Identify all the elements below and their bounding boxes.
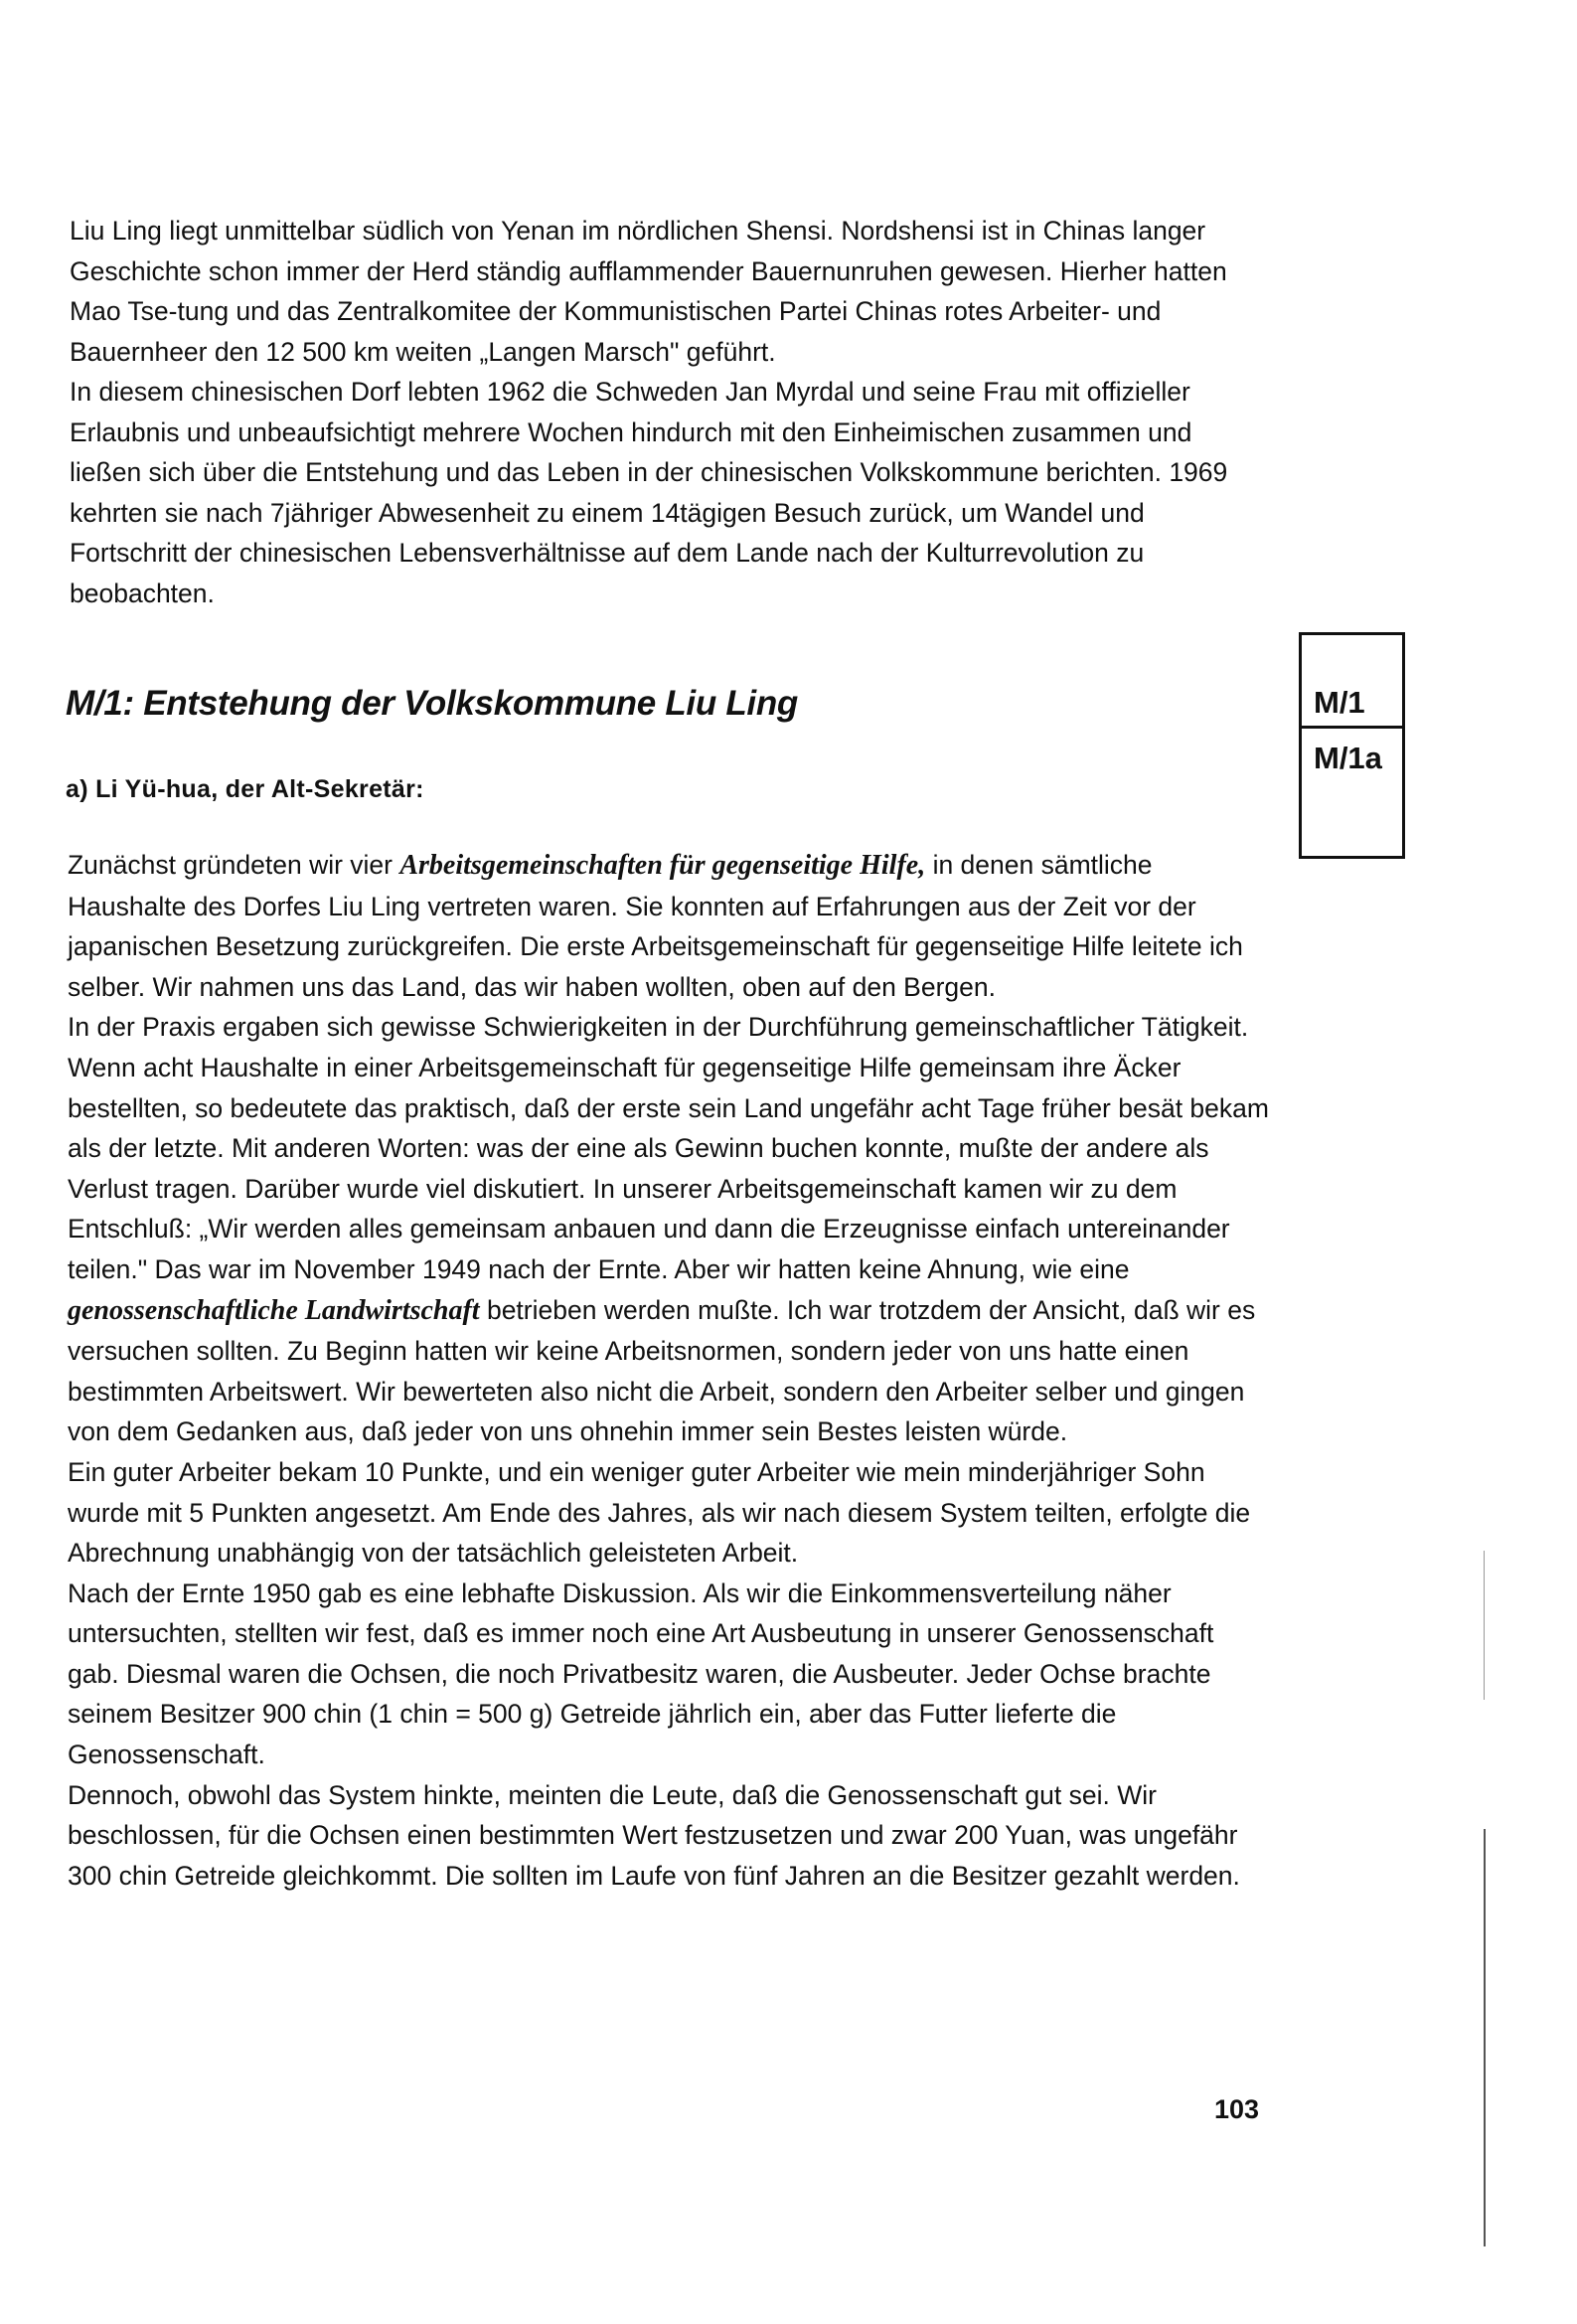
body-paragraph-2-pre: In der Praxis ergaben sich gewisse Schwierigkeiten in der Durchführung gemeinschaftlicher Tätigkeit. Wenn acht Haushalte in einer Arbeitsgemeinschaft für gegenseitige Hilfe gemeinsam ihre Äcker bestellten, so bedeutete das praktisch, daß der erste sein Land ungefähr acht Tage früher besät bekam als der letzte. Mit anderen Worten: was der eine als Gewinn buchen konnte, mußte der andere als Verlust tragen. Darüber wurde viel diskutiert. In unserer Arbeitsgemeinschaft kamen wir zu dem Entschluß: „Wir werden alles gemeinsam anbauen und dann die Erzeugnisse einfach untereinander teilen." Das war im November 1949 nach der Ernte. Aber wir hatten keine Ahnung, wie eine (68, 1012, 1269, 1284)
body-text (68, 845, 1270, 1896)
emphasis-term-1: Arbeitsgemeinschaften für gegenseitige Hilfe, (399, 850, 926, 881)
intro-paragraph-1: Liu Ling liegt unmittelbar südlich von Yenan im nördlichen Shensi. Nordshensi ist in Chinas langer Geschichte schon immer der Herd ständig aufflammender Bauernunruhen gewesen. Hierher hatten Mao Tse-tung und das Zentralkomitee der Kommunistischen Partei Chinas rotes Arbeiter- und Bauernheer den 12 500 km weiten „Langen Marsch" geführt. (70, 216, 1227, 367)
body-paragraph-5: Dennoch, obwohl das System hinkte, meinten die Leute, daß die Genossenschaft gut sei. Wir beschlossen, für die Ochsen einen bestimmten Wert festzusetzen und zwar 200 Yuan, was ungefähr 300 chin Getreide gleichkommt. Die sollten im Laufe von fünf Jahren an die Besitzer gezahlt werden. (68, 1779, 1240, 1891)
section-heading: M/1: Entstehung der Volkskommune Liu Ling (66, 684, 799, 723)
emphasis-term-2: genossenschaftliche Landwirtschaft (68, 1294, 480, 1326)
margin-label-2: M/1a (1314, 741, 1382, 775)
body-paragraph-3: Ein guter Arbeiter bekam 10 Punkte, und ein weniger guter Arbeiter wie mein minderjähriger Sohn wurde mit 5 Punkten angesetzt. Am Ende des Jahres, als wir nach diesem System teilten, erfolgte die Abrechnung unabhängig von der tatsächlich geleisteten Arbeit. (68, 1456, 1251, 1569)
body-paragraph-1-pre: Zunächst gründeten wir vier (68, 850, 400, 880)
scan-edge-line-faint (1484, 1551, 1485, 1700)
body-paragraph-2-post: betrieben werden mußte. Ich war trotzdem der Ansicht, daß wir es versuchen sollten. Zu Beginn hatten wir keine Arbeitsnormen, sondern jeder von uns hatte einen bestimmten Arbeitswert. Wir bewerteten also nicht die Arbeit, sondern den Arbeiter selber und gingen von dem Gedanken aus, daß jeder von uns ohnehin immer sein Bestes leisten würde. (68, 1294, 1256, 1447)
margin-label-1: M/1 (1302, 677, 1402, 729)
body-paragraph-1 (68, 845, 1270, 1007)
body-paragraph-2 (68, 1007, 1270, 1452)
margin-label-box (1299, 632, 1405, 859)
intro-paragraph-2: In diesem chinesischen Dorf lebten 1962 die Schweden Jan Myrdal und seine Frau mit offizieller Erlaubnis und unbeaufsichtigt mehrere Wochen hindurch mit den Einheimischen zusammen und ließen sich über die Entstehung und das Leben in der chinesischen Volkskommune berichten. 1969 kehrten sie nach 7jähriger Abwesenheit zu einem 14tägigen Besuch zurück, um Wandel und Fortschritt der chinesischen Lebensverhältnisse auf dem Lande nach der Kulturrevolution zu beobachten. (70, 377, 1228, 608)
body-paragraph-4: Nach der Ernte 1950 gab es eine lebhafte Diskussion. Als wir die Einkommensverteilung näher untersuchten, stellten wir fest, daß es immer noch eine Art Ausbeutung in unserer Genossenschaft gab. Diesmal waren die Ochsen, die noch Privatbesitz waren, die Ausbeuter. Jeder Ochse brachte seinem Besitzer 900 chin (1 chin = 500 g) Getreide jährlich ein, aber das Futter lieferte die Genossenschaft. (68, 1577, 1214, 1770)
page-number: 103 (1214, 2094, 1260, 2124)
body-paragraph-1-post: in denen sämtliche Haushalte des Dorfes Liu Ling vertreten waren. Sie konnten auf Erfahrungen aus der Zeit vor der japanischen Besetzung zurückgreifen. Die erste Arbeitsgemeinschaft für gegenseitige Hilfe leitete ich selber. Wir nahmen uns das Land, das wir haben wollten, oben auf den Bergen. (68, 850, 1243, 1002)
intro-text (70, 211, 1267, 613)
section-subheading: a) Li Yü-hua, der Alt-Sekretär: (66, 775, 424, 803)
scan-edge-line (1484, 1829, 1486, 2246)
